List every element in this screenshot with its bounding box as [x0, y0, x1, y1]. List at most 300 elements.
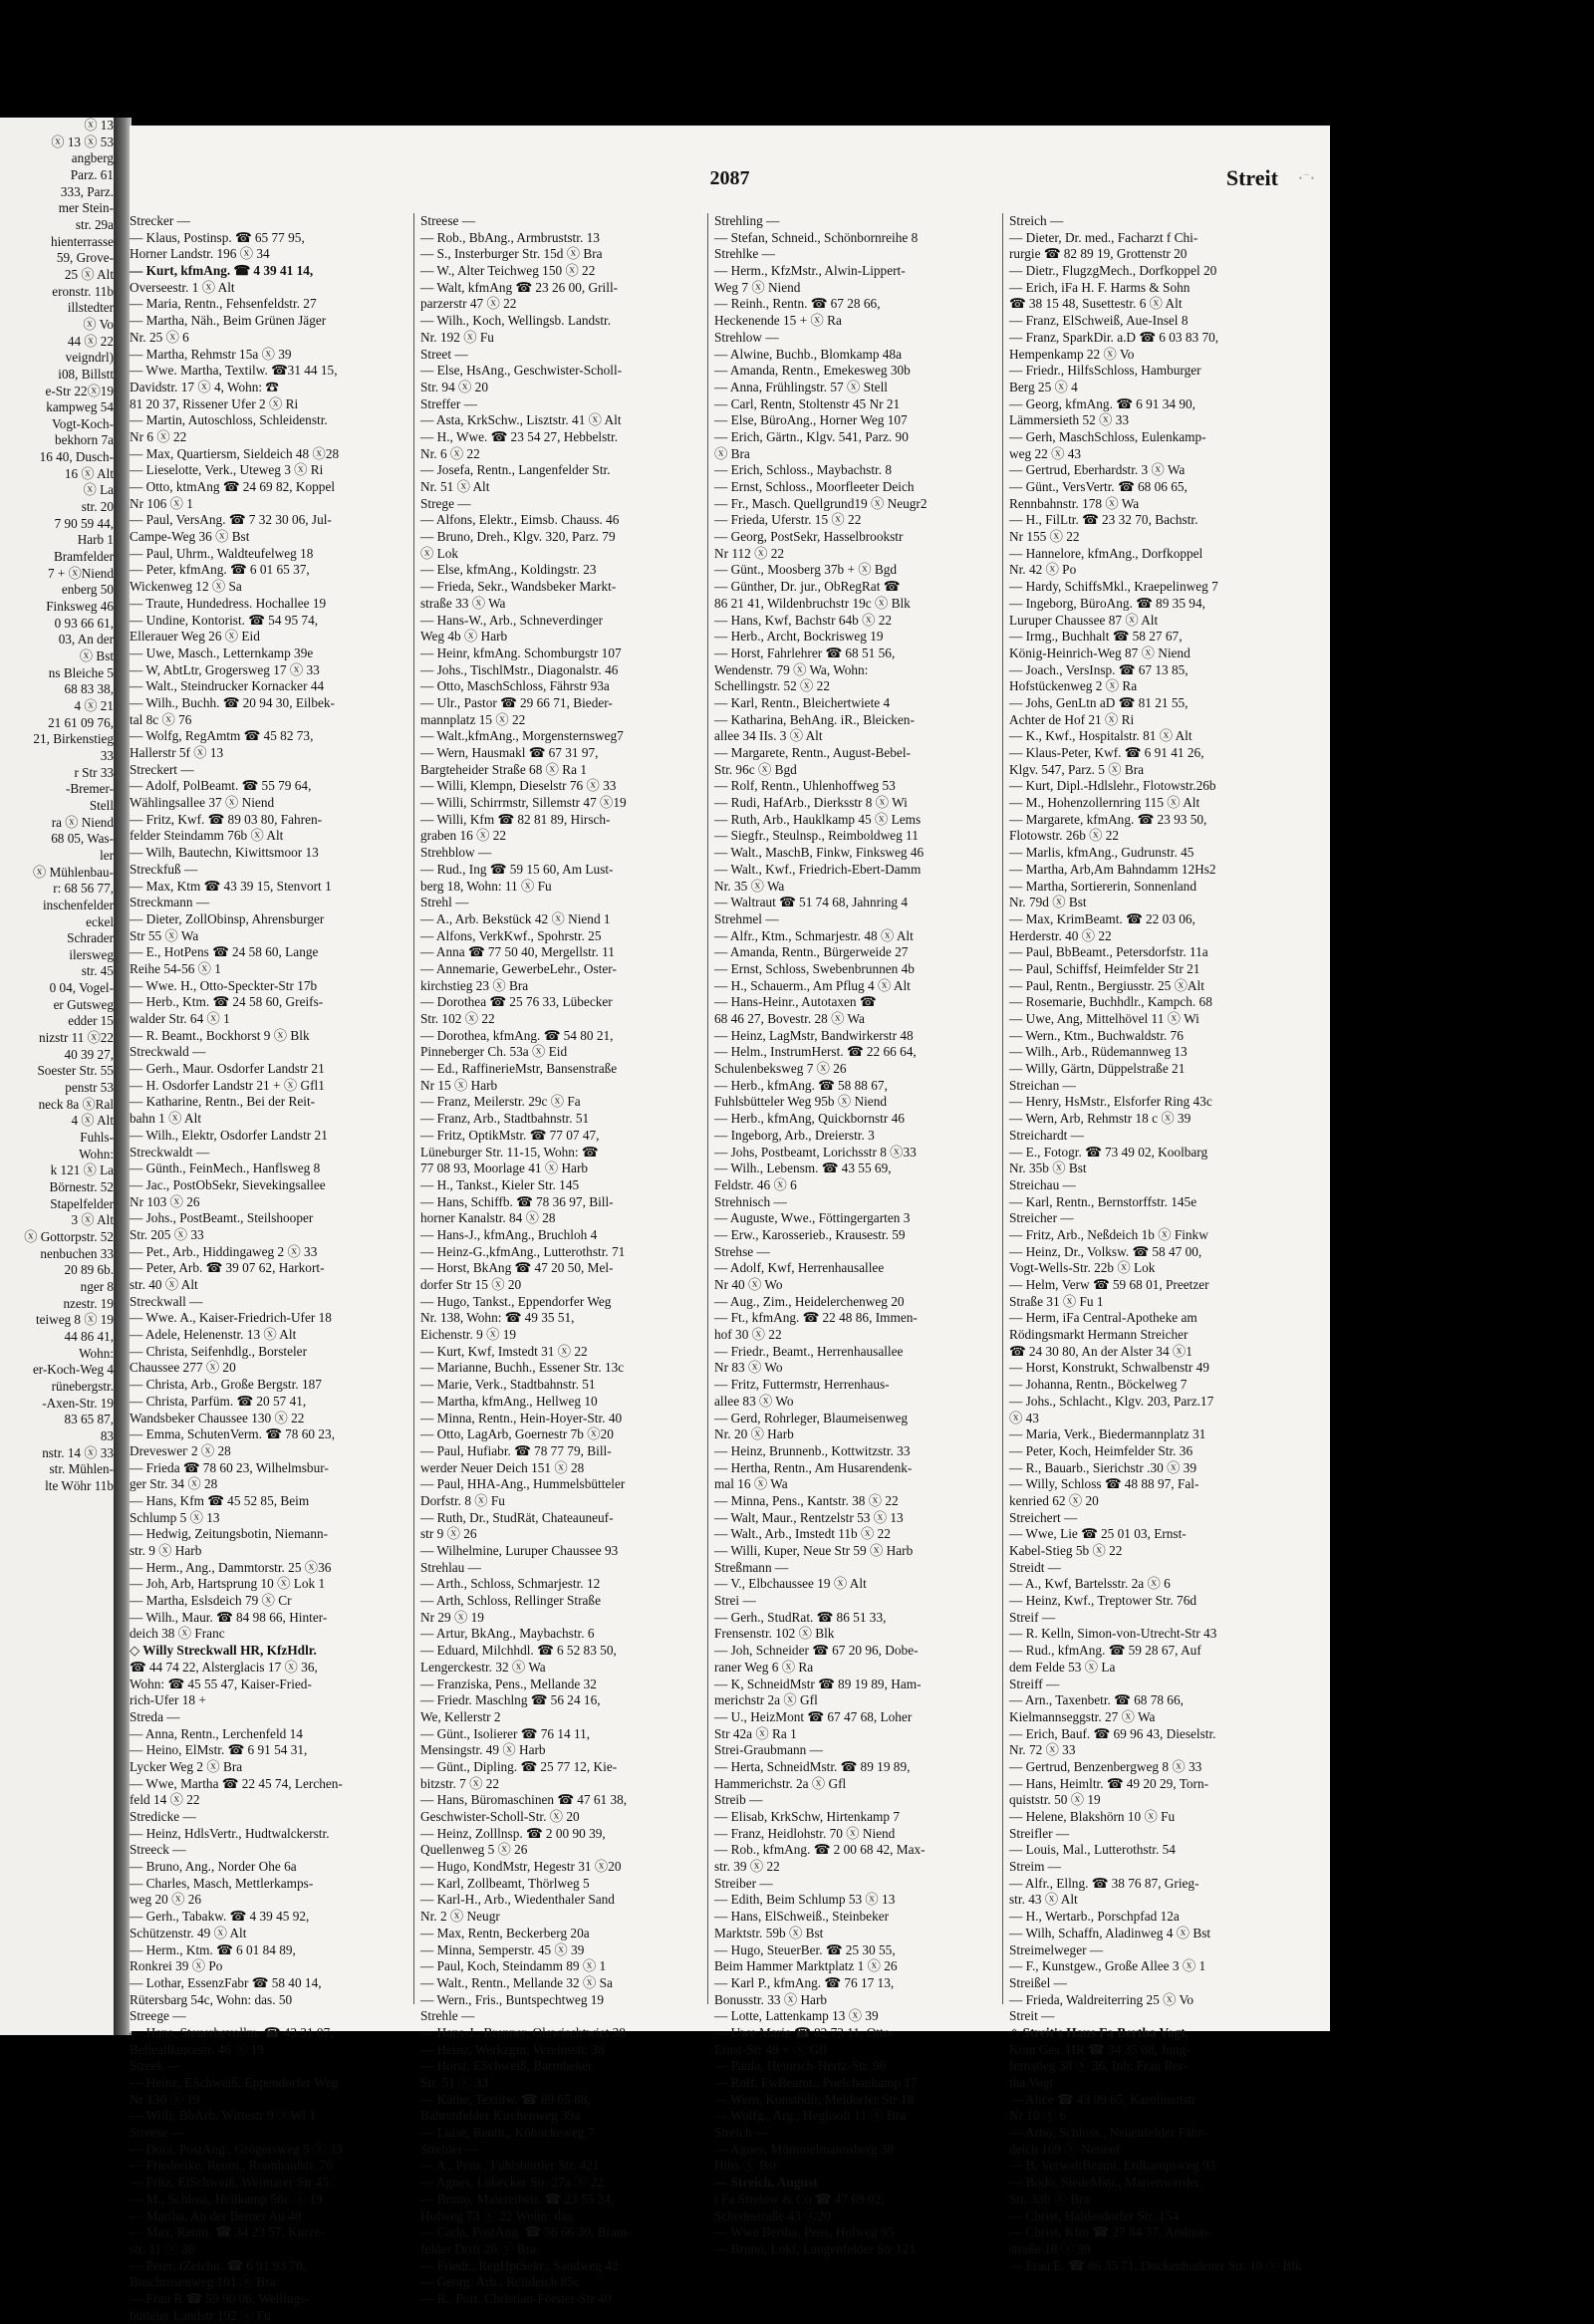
directory-entry-line: — Charles, Masch, Mettlerkamps-	[130, 1875, 314, 1891]
directory-entry-line: Nr. 20 ⓧ Harb	[714, 1426, 794, 1442]
directory-entry-line: — B, VerwaltBeamt, Erdkampsweg 93	[1009, 2158, 1216, 2174]
adjacent-page-fragment	[0, 118, 114, 2035]
directory-entry-line: — Johs, GenLtn aD ☎ 81 21 55,	[1009, 694, 1189, 710]
surname-heading: Streichau —	[1009, 1176, 1076, 1192]
directory-entry-line: — Heinz, Zolllnsp. ☎ 2 00 90 39,	[420, 1825, 606, 1841]
surname-heading: Streese —	[420, 213, 476, 228]
directory-entry-line: — Minna, Rentn., Hein-Hoyer-Str. 40	[420, 1410, 623, 1425]
page-number: 2087	[709, 167, 750, 189]
directory-entry-line: i08, Billstt	[58, 366, 114, 382]
directory-entry-line: — Wwe, Martha ☎ 22 45 74, Lerchen-	[130, 1775, 343, 1791]
directory-entry-line: — Ruth, Arb., Hauklkamp 45 ⓧ Lems	[714, 811, 922, 827]
directory-entry-line: ger Str. 34 ⓧ 28	[130, 1476, 218, 1492]
directory-entry-line: — Willi, Kuper, Neue Str 59 ⓧ Harb	[714, 1543, 914, 1558]
directory-entry-line: — Lothar, EssenzFabr ☎ 58 40 14,	[130, 1974, 322, 1990]
directory-entry-line: — Marianne, Buchh., Essener Str. 13c	[420, 1360, 625, 1376]
running-title: Streit	[1225, 165, 1278, 190]
directory-entry-line: Nr 155 ⓧ 22	[1009, 529, 1080, 545]
directory-entry-line: Geschwister-Scholl-Str. ⓧ 20	[420, 1809, 580, 1824]
directory-entry-line: — Marie, Verk., Stadtbahnstr. 51	[420, 1377, 596, 1393]
directory-entry-line: Bonusstr. 33 ⓧ Harb	[714, 1991, 828, 2007]
directory-entry-line: 16 40, Dusch-	[39, 449, 114, 465]
directory-entry-line: — Maria, Verk., Biedermannplatz 31	[1009, 1426, 1206, 1442]
directory-entry-line: Str. 51 ⓧ 33	[420, 2075, 488, 2090]
directory-entry-line: — Hans-Heinr., Autotaxen ☎	[714, 994, 877, 1010]
directory-entry-line: — K, SchneidMstr ☎ 89 19 89, Ham-	[714, 1676, 922, 1691]
directory-entry-line: — Paul, Hufiabr. ☎ 78 77 79, Bill-	[420, 1442, 612, 1458]
directory-entry-line: — Peter, Arb. ☎ 39 07 62, Harkort-	[130, 1260, 325, 1276]
directory-entry-line: — Franz, Heidlohstr. 70 ⓧ Niend	[714, 1825, 896, 1841]
directory-entry-line: — H. Osdorfer Landstr 21 + ⓧ Gfl1	[130, 1077, 325, 1093]
directory-entry-line: — Herb., kfmAng, Quickbornstr 46	[714, 1111, 905, 1127]
directory-entry-line: — Dietr., FlugzgMech., Dorfkoppel 20	[1009, 263, 1217, 279]
surname-heading: Streich —	[1009, 213, 1064, 228]
surname-heading: Streckwaldt —	[130, 1144, 210, 1160]
surname-heading: Stredicke —	[130, 1809, 196, 1824]
directory-entry-line: Nr 112 ⓧ 22	[714, 545, 785, 561]
directory-entry-line: dem Felde 53 ⓧ La	[1009, 1659, 1116, 1675]
directory-entry-line: merichstr 2a ⓧ Gfl	[714, 1692, 818, 1708]
directory-entry-line: Stell	[89, 797, 114, 813]
directory-entry-line: ⓧ Bra	[714, 445, 750, 461]
directory-entry-line: — Otto, ktmAng ☎ 24 69 82, Koppel	[130, 479, 336, 494]
directory-entry-line: Ernst-Str 49 + ⓧ Gfl	[714, 2041, 828, 2057]
directory-entry-line: — Walt., Arb., Imstedt 11b ⓧ 22	[714, 1526, 891, 1542]
directory-entry-line: 86 21 41, Wildenbruchstr 19c ⓧ Blk	[714, 595, 911, 611]
directory-entry-line: kirchstieg 23 ⓧ Bra	[420, 977, 529, 993]
directory-entry-line: — Heinz, Werkzgm, Vereinsstr. 38	[420, 2041, 605, 2057]
surname-heading: Streckfuß —	[130, 861, 198, 877]
directory-entry-line: — A., Pens., Fuhlsbüttler Str. 421	[420, 2158, 600, 2174]
directory-entry-line: — Frieda, Sekr., Wandsbeker Markt-	[420, 579, 617, 595]
directory-entry-line: — Bruno, Ang., Norder Ohe 6a	[130, 1859, 297, 1875]
directory-entry-line: Fuhls-	[80, 1130, 114, 1146]
directory-entry-line: — Lotte, Lattenkamp 13 ⓧ 39	[714, 2008, 879, 2024]
directory-entry-line: — Herb., Ktm. ☎ 24 58 60, Greifs-	[130, 994, 324, 1010]
directory-entry-line: — Max, Rentn, Beckerberg 20a	[420, 1925, 590, 1940]
directory-entry-line: str. 11 ⓧ 36	[130, 2240, 195, 2256]
directory-entry-line: — Adele, Helenenstr. 13 ⓧ Alt	[130, 1327, 297, 1343]
directory-entry-line: — Arno, Schloss., Neuenfelder Fähr-	[1009, 2125, 1207, 2141]
directory-entry-line: — Heinr, kfmAng. Schomburgstr 107	[420, 645, 622, 660]
directory-entry-line: Str. 96c ⓧ Bgd	[714, 761, 797, 777]
directory-entry-line: Nr. 79d ⓧ Bst	[1009, 895, 1087, 910]
directory-entry-line: straße 33 ⓧ Wa	[420, 595, 506, 611]
directory-entry-line: — Wern., Ktm., Buchwaldstr. 76	[1009, 1027, 1184, 1043]
directory-entry-line: — Johs., TischlMstr., Diagonalstr. 46	[420, 661, 619, 677]
surname-heading: Streich —	[714, 2125, 769, 2141]
directory-entry-line: — Hans, Kfm ☎ 45 52 85, Beim	[130, 1492, 310, 1508]
directory-entry-line: Beim Hammer Marktplatz 1 ⓧ 26	[714, 1958, 898, 1974]
directory-entry-line: — Martha, Arb,Am Bahndamm 12Hs2	[1009, 861, 1216, 877]
directory-entry-line: Luruper Chaussee 87 ⓧ Alt	[1009, 612, 1159, 628]
directory-entry-line: — Martha, Rehmstr 15a ⓧ 39	[130, 346, 292, 362]
directory-entry-line: r: 68 56 77,	[53, 881, 114, 897]
directory-entry-line: ⓧ 13 ⓧ 53	[51, 133, 114, 149]
directory-entry-line: Str. 33b ⓧ Bra	[1009, 2191, 1090, 2206]
directory-entry-line: — R., Bauarb., Sierichstr .30 ⓧ 39	[1009, 1459, 1196, 1475]
directory-entry-line: Nr. 72 ⓧ 33	[1009, 1742, 1076, 1758]
directory-entry-line: — Edith, Beim Schlump 53 ⓧ 13	[714, 1892, 896, 1908]
directory-entry-line: — Frieda, Waldreiterring 25 ⓧ Vo	[1009, 1991, 1195, 2007]
directory-entry-line: — Günt., Dipling. ☎ 25 77 12, Kie-	[420, 1758, 618, 1774]
directory-entry-line: — Amanda, Rentn., Emekesweg 30b	[714, 363, 911, 379]
corner-mark: • ¯ •	[1298, 173, 1314, 183]
directory-entry-line: Achter de Hof 21 ⓧ Ri	[1009, 711, 1135, 727]
directory-entry-line: — Dorothea, kfmAng. ☎ 54 80 21,	[420, 1027, 614, 1043]
directory-entry-line: — Hans, Schiffb. ☎ 78 36 97, Bill-	[420, 1193, 614, 1209]
directory-entry-line: — E., Fotogr. ☎ 73 49 02, Koolbarg	[1009, 1144, 1208, 1160]
directory-entry-line: — Max, Ktm ☎ 43 39 15, Stenvort 1	[130, 878, 332, 894]
directory-entry-line: Str. 102 ⓧ 22	[420, 1011, 495, 1026]
directory-entry-line: — Else, HsAng., Geschwister-Scholl-	[420, 363, 623, 379]
directory-entry-line: — Pet., Arb., Hiddingaweg 2 ⓧ 33	[130, 1243, 318, 1259]
directory-entry-line: — Horst, ESchweiß, Barmbeker	[420, 2058, 593, 2074]
directory-entry-line: — Herb., Archt, Bockrisweg 19	[714, 629, 884, 645]
surname-heading: Streichert —	[1009, 1509, 1078, 1525]
directory-entry-line: er-Koch-Weg 4	[32, 1362, 114, 1378]
directory-entry-line: — U., HeizMont ☎ 67 47 68, Loher	[714, 1708, 913, 1724]
directory-entry-line: — R. Beamt., Bockhorst 9 ⓧ Blk	[130, 1027, 310, 1043]
directory-entry-line: — Fritz, Arb., Neßdeich 1b ⓧ Finkw	[1009, 1226, 1208, 1242]
directory-entry-line: allee 34 IIs. 3 ⓧ Alt	[714, 728, 823, 744]
directory-entry-line: — Katharina, BehAng. iR., Bleicken-	[714, 711, 915, 727]
directory-entry-line: — Max, Quartiersm, Sieldeich 48 ⓧ28	[130, 445, 340, 461]
directory-entry-line: Pinneberger Ch. 53a ⓧ Eid	[420, 1044, 568, 1060]
directory-entry-line: weg 20 ⓧ 26	[130, 1892, 202, 1908]
directory-entry-line: — Franz, Meilerstr. 29c ⓧ Fa	[420, 1094, 581, 1110]
directory-entry-line: — H., Wertarb., Porschpfad 12a	[1009, 1909, 1180, 1925]
directory-entry-line: — Hardy, SchiffsMkl., Kraepelinweg 7	[1009, 579, 1218, 595]
directory-entry-line: — Adolf, Kwf, Herrenhausallee	[714, 1260, 885, 1276]
directory-entry-line: — Ernst, Schloss., Moorfleeter Deich	[714, 479, 915, 494]
directory-entry-line: Schulenbeksweg 7 ⓧ 26	[714, 1061, 847, 1077]
directory-entry-line: — Hugo, SteuerBer. ☎ 25 30 55,	[714, 1941, 896, 1957]
directory-entry-line: Rütersbarg 54c, Wohn: das. 50	[130, 1991, 293, 2007]
directory-entry-line: — Heinz-G.,kfmAng., Lutterothstr. 71	[420, 1243, 626, 1259]
directory-entry-line: — Katharine, Rentn., Bei der Reit-	[130, 1094, 316, 1110]
surname-heading: Streißel —	[1009, 1974, 1067, 1990]
directory-entry-line: 33	[100, 747, 114, 763]
directory-entry-line: Berg 25 ⓧ 4	[1009, 379, 1078, 394]
directory-entry-line: — Horst, Konstrukt, Schwalbenstr 49	[1009, 1360, 1209, 1376]
directory-entry-line: — Eduard, Milchhdl. ☎ 6 52 83 50,	[420, 1643, 617, 1659]
directory-entry-line: 68 05, Was-	[51, 831, 114, 847]
directory-entry-line: horner Kanalstr. 84 ⓧ 28	[420, 1210, 556, 1226]
directory-entry-line: Lämmersieth 52 ⓧ 33	[1009, 412, 1130, 428]
directory-entry-line: 4 ⓧ Alt	[71, 1113, 114, 1129]
directory-entry-line: — Friedr., HilfsSchloss, Hamburger	[1009, 363, 1201, 379]
directory-entry-line: Dorfstr. 8 ⓧ Fu	[420, 1492, 505, 1508]
directory-entry-line: Kabel-Stieg 5b ⓧ 22	[1009, 1543, 1123, 1558]
directory-entry-line: Nr 10 ⓧ 6	[1009, 2108, 1067, 2124]
directory-entry-line: — Helene, Blakshörn 10 ⓧ Fu	[1009, 1809, 1176, 1824]
directory-entry-line: Nr 29 ⓧ 19	[420, 1609, 484, 1625]
directory-entry-line: — Frau E. ☎ 86 35 71, Dockenhudener Str. 10 ⓧ Blk	[1009, 2257, 1302, 2273]
directory-entry-line: Soester Str. 55	[37, 1063, 114, 1079]
surname-heading: Streckmann —	[130, 895, 210, 910]
directory-entry-line: — Gertrud, Benzenbergweg 8 ⓧ 33	[1009, 1758, 1202, 1774]
directory-entry-line: — Heinz, LagMstr, Bandwirkerstr 48	[714, 1027, 914, 1043]
directory-entry-line: eckel	[86, 913, 114, 929]
directory-entry-line: — Franz, SparkDir. a.D ☎ 6 03 83 70,	[1009, 329, 1219, 345]
directory-entry-line: — Ruth, Dr., StudRät, Chateauneuf-	[420, 1509, 614, 1525]
directory-entry-line: — Peter, Koch, Heimfelder Str. 36	[1009, 1442, 1194, 1458]
directory-entry-line: — Rud., kfmAng. ☎ 59 28 67, Auf	[1009, 1643, 1201, 1659]
directory-entry-line: Davidstr. 17 ⓧ 4, Wohn: ☎	[130, 379, 279, 394]
directory-entry-line: ⓧ 13	[84, 118, 114, 132]
directory-entry-line: Marktstr. 59b ⓧ Bst	[714, 1925, 824, 1940]
directory-entry-line: — Rud., Ing ☎ 59 15 60, Am Lust-	[420, 861, 614, 877]
directory-entry-line: — Walt., Rentn., Mellande 32 ⓧ Sa	[420, 1974, 613, 1990]
directory-entry-line: str. 43 ⓧ Alt	[1009, 1892, 1078, 1908]
directory-entry-line: — Fritz, OptikMstr. ☎ 77 07 47,	[420, 1127, 600, 1143]
surname-heading: Street —	[420, 346, 468, 362]
directory-entry-line: — Erich, Schloss., Maybachstr. 8	[714, 462, 893, 478]
directory-entry-line: Feldstr. 46 ⓧ 6	[714, 1176, 797, 1192]
directory-entry-line: — A., Kwf, Bartelsstr. 2a ⓧ 6	[1009, 1576, 1171, 1592]
directory-entry-line: König-Heinrich-Weg 87 ⓧ Niend	[1009, 645, 1191, 660]
directory-entry-line: — Adolf, PolBeamt. ☎ 55 79 64,	[130, 778, 312, 794]
directory-entry-line: Eichenstr. 9 ⓧ 19	[420, 1327, 517, 1343]
directory-entry-line: str. 40 ⓧ Alt	[130, 1277, 198, 1292]
directory-entry-line: straße 18 ⓧ 39	[1009, 2240, 1091, 2256]
directory-entry-line: — Erich, iFa H. F. Harms & Sohn	[1009, 279, 1191, 295]
directory-entry-line: — Wwe, Lie ☎ 25 01 03, Ernst-	[1009, 1526, 1187, 1542]
surname-heading: Strehling —	[714, 213, 780, 228]
directory-entry-line: — Peter, tZeichn. ☎ 6 91 93 70,	[130, 2257, 307, 2273]
directory-entry-line: Quellenweg 5 ⓧ 26	[420, 1842, 528, 1858]
directory-entry-line: — Wern, Arb, Rehmstr 18 c ⓧ 39	[1009, 1111, 1192, 1127]
directory-entry-line: — Helm., InstrumHerst. ☎ 22 66 64,	[714, 1044, 917, 1060]
directory-entry-line: Wandsbeker Chaussee 130 ⓧ 22	[130, 1410, 305, 1425]
directory-entry-line: 4 ⓧ 21	[74, 697, 114, 713]
directory-entry-line: — Alfons, VerkKwf., Spohrstr. 25	[420, 927, 602, 943]
directory-entry-line: nizstr 11 ⓧ22	[39, 1030, 114, 1046]
directory-entry-line: — Georg, kfmAng. ☎ 6 91 34 90,	[1009, 395, 1196, 411]
directory-entry-line: Parz. 61	[70, 166, 114, 182]
directory-entry-line: Reihe 54-56 ⓧ 1	[130, 960, 221, 976]
directory-entry-line: — Martha, kfmAng., Hellweg 10	[420, 1393, 598, 1409]
directory-entry-line: — Undine, Kontorist. ☎ 54 95 74,	[130, 612, 319, 628]
surname-heading: Strehnisch —	[714, 1193, 787, 1209]
surname-heading: Streichardt —	[1009, 1127, 1084, 1143]
directory-entry-line: 44 ⓧ 22	[67, 333, 114, 349]
directory-entry-line: — Hans, Heimltr. ☎ 49 20 29, Torn-	[1009, 1775, 1209, 1791]
directory-entry-line: — E., HotPens ☎ 24 58 60, Lange	[130, 944, 319, 960]
directory-entry-line: 40 39 27,	[64, 1046, 114, 1062]
directory-entry-line: 16 ⓧ Alt	[64, 465, 114, 481]
directory-entry-line: Buschrosenweg 101 ⓧ Bra	[130, 2274, 276, 2290]
directory-entry-line: nzestr. 19	[63, 1295, 114, 1311]
directory-entry-line: — K., Kwf., Hospitalstr. 81 ⓧ Alt	[1009, 728, 1193, 744]
directory-entry-line: — Hugo, Tankst., Eppendorfer Weg	[420, 1293, 612, 1309]
directory-entry-line: — Rolf, Rentn., Uhlenhoffweg 53	[714, 778, 896, 794]
directory-entry-line: -Axen-Str. 19	[42, 1395, 114, 1411]
directory-entry-line: 44 86 41,	[64, 1328, 114, 1344]
directory-entry-line: lte Wöhr 11b	[45, 1477, 114, 1493]
directory-entry-line: — Traute, Hundedress. Hochallee 19	[130, 595, 327, 611]
directory-entry-line: — Willy, Gärtn, Düppelstraße 21	[1009, 1061, 1186, 1077]
directory-entry-line: k 121 ⓧ La	[50, 1162, 114, 1178]
surname-heading: Streimelweger —	[1009, 1941, 1104, 1957]
directory-entry-line: str 9 ⓧ 26	[420, 1526, 477, 1542]
directory-entry-line: — Uwe Marie ☎ 82 73 11, Otto-	[714, 2024, 895, 2040]
directory-entry-line: — Wilh., Koch, Wellingsb. Landstr.	[420, 313, 612, 329]
surname-heading: Strei-Graubmann —	[714, 1742, 823, 1758]
directory-entry-line: — Ernst, Schloss, Swebenbrunnen 4b	[714, 960, 915, 976]
directory-entry-line: ilersweg	[69, 946, 114, 962]
directory-entry-line: — H., Schauerm., Am Pflug 4 ⓧ Alt	[714, 977, 911, 993]
directory-entry-line: — Fritz, Kwf. ☎ 89 03 80, Fahren-	[130, 811, 323, 827]
directory-entry-line: Nr 103 ⓧ 26	[130, 1193, 200, 1209]
directory-entry-line: angberg	[71, 150, 114, 166]
directory-entry-line: Ronkrei 39 ⓧ Po	[130, 1958, 223, 1974]
column-2	[420, 213, 696, 2306]
directory-entry-line: — Alwine, Buchb., Blomkamp 48a	[714, 346, 902, 362]
directory-entry-line: Lengerckestr. 32 ⓧ Wa	[420, 1659, 546, 1675]
directory-entry-line: Bramfelder	[53, 549, 114, 565]
directory-entry-line: — Hans-W., Arb., Schneverdinger	[420, 612, 604, 628]
directory-entry-line: — Erich, Gärtn., Klgv. 541, Parz. 90	[714, 428, 909, 444]
directory-entry-line: deich 38 ⓧ Franc	[130, 1626, 225, 1642]
directory-entry-line: — Paul, Rentn., Bergiusstr. 25 ⓧAlt	[1009, 977, 1204, 993]
directory-entry-line: — Erich, Bauf. ☎ 69 96 43, Dieselstr.	[1009, 1725, 1216, 1741]
directory-entry-line: ⓧ Vo	[83, 316, 114, 332]
directory-entry-line: Lycker Weg 2 ⓧ Bra	[130, 1758, 243, 1774]
surname-heading: Streib —	[714, 1792, 763, 1808]
directory-entry-line: — Günt., VersVertr. ☎ 68 06 65,	[1009, 479, 1188, 494]
directory-entry-line: Nr. 138, Wohn: ☎ 49 35 51,	[420, 1310, 575, 1326]
directory-entry-line: — Ingeborg, Arb., Dreierstr. 3	[714, 1127, 875, 1143]
column-3	[714, 213, 990, 2256]
directory-entry-line: — Frieda, Uferstr. 15 ⓧ 22	[714, 512, 862, 528]
directory-entry-line: Hths ⓧ Bst	[714, 2158, 777, 2174]
directory-entry-line: — Horst, Fahrlehrer ☎ 68 51 56,	[714, 645, 896, 660]
directory-entry-line: — Hans-J., Brenner, Olewischtwiet 38	[420, 2024, 626, 2040]
directory-entry-line: Schrader	[67, 930, 114, 946]
directory-entry-line: — Johanna, Rentn., Böckelweg 7	[1009, 1377, 1188, 1393]
directory-entry-line: — Karl, Zollbeamt, Thörlweg 5	[420, 1875, 590, 1891]
directory-entry-line: — Asta, KrkSchw., Lisztstr. 41 ⓧ Alt	[420, 412, 622, 428]
directory-entry-line: 83	[100, 1427, 114, 1443]
directory-entry-line: — Karl P., kfmAng. ☎ 76 17 13,	[714, 1974, 895, 1990]
directory-entry-line: — Käthe, Textilw. ☎ 89 65 88,	[420, 2091, 591, 2107]
directory-entry-line: — W., Alter Teichweg 150 ⓧ 22	[420, 263, 596, 279]
directory-entry-line: ☎ 44 74 22, Alsterglacis 17 ⓧ 36,	[130, 1659, 318, 1675]
directory-entry-line: — Wilh, Schaffn, Aladinweg 4 ⓧ Bst	[1009, 1925, 1211, 1940]
directory-entry-line: — Joh, Schneider ☎ 67 20 96, Dobe-	[714, 1643, 919, 1659]
directory-entry-line: — Karl-H., Arb., Wiedenthaler Sand	[420, 1892, 615, 1908]
directory-entry-line: — Wilh, Bautechn, Kiwittsmoor 13	[130, 845, 319, 861]
directory-entry-line: 21 61 09 76,	[48, 714, 114, 730]
directory-entry-line: Frensenstr. 102 ⓧ Blk	[714, 1626, 835, 1642]
directory-entry-line: 77 08 93, Moorlage 41 ⓧ Harb	[420, 1161, 589, 1176]
surname-heading: Strehmel —	[714, 910, 779, 926]
directory-entry-line: — Wwe Bertha, Pens, Holweg 95	[714, 2224, 895, 2240]
directory-entry-line: — Hans-J., kfmAng., Bruchloh 4	[420, 1226, 598, 1242]
directory-entry-line: Wendenstr. 79 ⓧ Wa, Wohn:	[714, 661, 869, 677]
directory-entry-line: Hempenkamp 22 ⓧ Vo	[1009, 346, 1135, 362]
surname-heading: Streckert —	[130, 761, 194, 777]
directory-entry-line: enberg 50	[61, 582, 114, 598]
directory-entry-line: Nr 106 ⓧ 1	[130, 495, 193, 511]
surname-heading: Strehblow —	[420, 845, 492, 861]
directory-entry-line: dorfer Str 15 ⓧ 20	[420, 1277, 522, 1292]
directory-entry-line: — Rob., BbAng., Armbruststr. 13	[420, 229, 600, 245]
directory-entry-line: — Günth., FeinMech., Hanflsweg 8	[130, 1161, 321, 1176]
directory-entry-line: — Franziska, Pens., Mellande 32	[420, 1676, 597, 1691]
column-divider	[413, 213, 414, 2004]
directory-entry-line: — Stefan, Schneid., Schönbornreihe 8	[714, 229, 919, 245]
directory-entry-line: — Walt, Maur., Rentzelstr 53 ⓧ 13	[714, 1509, 904, 1525]
directory-entry-line: — Kurt, Dipl.-Hdlslehr., Flotowstr.26b	[1009, 778, 1216, 794]
directory-entry-line: -Bremer-	[65, 781, 114, 797]
directory-entry-line: — Carl, Rentn, Stoltenstr 45 Nr 21	[714, 395, 901, 411]
directory-entry-line: — Wern., Fris., Buntspechtweg 19	[420, 1991, 605, 2007]
directory-entry-line: — Carla, PostAng. ☎ 56 66 30, Bram-	[420, 2224, 632, 2240]
directory-entry-line: — Anna, Frühlingstr. 57 ⓧ Stell	[714, 379, 888, 394]
directory-entry-line: — Rosemarie, Buchhdlr., Kampch. 68	[1009, 994, 1212, 1010]
directory-entry-line: feld 14 ⓧ 22	[130, 1792, 200, 1808]
directory-entry-line: — Hans, ElSchweiß., Steinbeker	[714, 1909, 890, 1925]
directory-entry-line: 333, Parz.	[60, 183, 114, 199]
directory-entry-line: — Erw., Karosserieb., Krausestr. 59	[714, 1226, 906, 1242]
directory-entry-line: 7 + ⓧNiend	[47, 565, 114, 581]
directory-entry-line: Weg 4b ⓧ Harb	[420, 629, 508, 645]
directory-entry-line: — Ed., RaffinerieMstr, Bansenstraße	[420, 1061, 618, 1077]
directory-entry-line: Chaussee 277 ⓧ 20	[130, 1360, 236, 1376]
directory-entry-line: tal 8c ⓧ 76	[130, 711, 192, 727]
directory-entry-line: — Christa, Seifenhdlg., Borsteler	[130, 1343, 308, 1359]
directory-entry-line: Nr. 42 ⓧ Po	[1009, 562, 1077, 578]
directory-entry-line: quiststr. 50 ⓧ 19	[1009, 1792, 1101, 1808]
directory-entry-line: — Otto, MaschSchloss, Fährstr 93a	[420, 678, 610, 694]
directory-entry-line: — Martha, Sortiererin, Sonnenland	[1009, 878, 1196, 894]
directory-entry-line: Str 55 ⓧ Wa	[130, 927, 199, 943]
surname-heading: Strege —	[420, 495, 471, 511]
directory-entry-line: Str. 94 ⓧ 20	[420, 379, 488, 394]
surname-heading: Streichan —	[1009, 1077, 1076, 1093]
directory-entry-line: — Paul, Schiffsf, Heimfelder Str 21	[1009, 960, 1200, 976]
directory-entry-line: 68 83 38,	[64, 681, 114, 697]
directory-entry-line: Klgv. 547, Parz. 5 ⓧ Bra	[1009, 761, 1145, 777]
directory-entry-line: Rödingsmarkt Hermann Streicher	[1009, 1327, 1189, 1343]
directory-entry-line: walder Str. 64 ⓧ 1	[130, 1011, 230, 1026]
directory-entry-line: Weg 7 ⓧ Niend	[714, 279, 801, 295]
directory-entry-line: — Martha, Näh., Beim Grünen Jäger	[130, 313, 327, 329]
directory-entry-line: — Walt., MaschB, Finkw, Finksweg 46	[714, 845, 925, 861]
directory-entry-line: Campe-Weg 36 ⓧ Bst	[130, 529, 250, 545]
surname-heading: Streßmann —	[714, 1559, 789, 1575]
directory-entry-line: — Margarete, kfmAng. ☎ 23 93 50,	[1009, 811, 1207, 827]
directory-entry-line: — Gertrud, Eberhardstr. 3 ⓧ Wa	[1009, 462, 1186, 478]
directory-entry-line: Fuhlsbütteler Weg 95b ⓧ Niend	[714, 1094, 888, 1110]
directory-entry-line: ler	[100, 847, 114, 863]
directory-entry-line: — Wilh., Lebensm. ☎ 43 55 69,	[714, 1161, 892, 1176]
directory-entry-line: — Martin, Autoschloss, Schleidenstr.	[130, 412, 328, 428]
directory-entry-line: — Lieselotte, Verk., Uteweg 3 ⓧ Ri	[130, 462, 324, 478]
directory-entry-line: str. 45	[81, 963, 114, 979]
directory-entry-line: ⓧ Bst	[79, 648, 114, 663]
directory-entry-line: — Else, BüroAng., Horner Weg 107	[714, 412, 908, 428]
directory-entry-line: — Georg, Arb., Reitdeich 85c	[420, 2274, 580, 2290]
directory-entry-line: — Klaus-Peter, Kwf. ☎ 6 91 41 26,	[1009, 745, 1204, 760]
directory-entry-line: — Josefa, Rentn., Langenfelder Str.	[420, 462, 611, 478]
directory-entry-line: — Rudi, HafArb., Dierksstr 8 ⓧ Wi	[714, 795, 908, 811]
directory-entry-line: — Fritz, Futtermstr, Herrenhaus-	[714, 1377, 890, 1393]
directory-entry-line: — Annemarie, GewerbeLehr., Oster-	[420, 960, 617, 976]
